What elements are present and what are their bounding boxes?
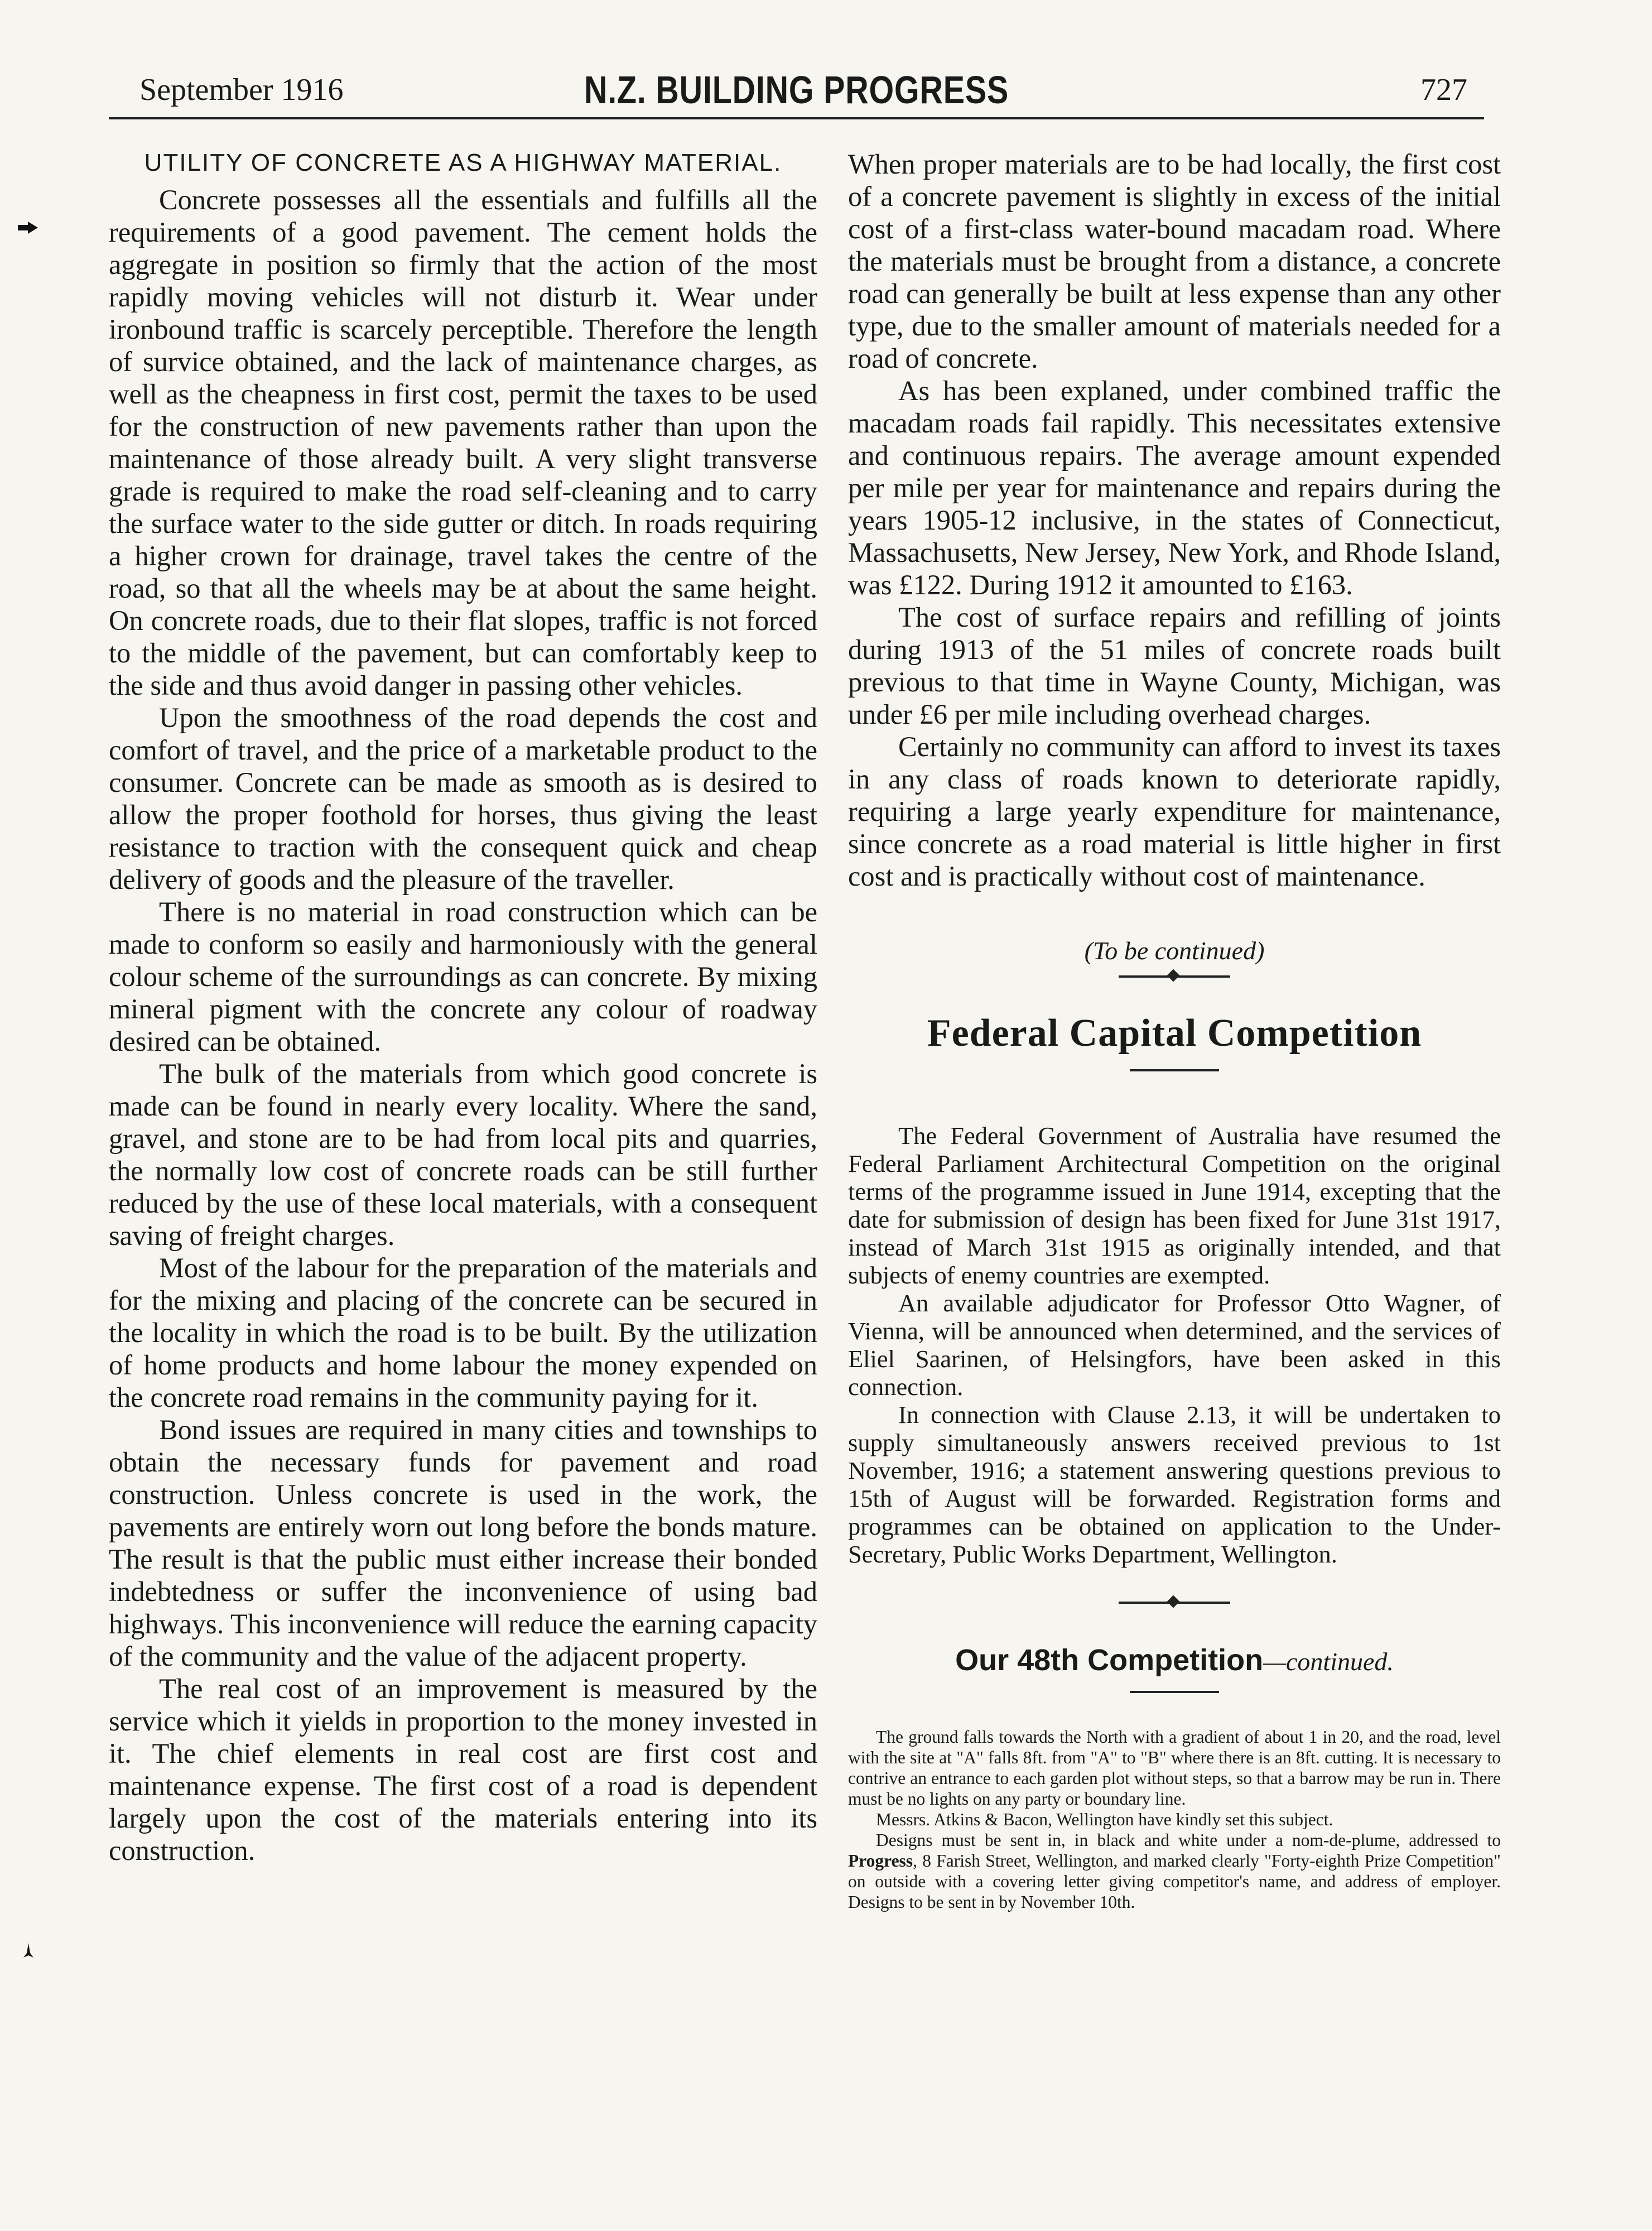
paragraph: Certainly no community can afford to invest its taxes in any class of roads known to deteriorate rapidly, requiring a large yearly expenditure for maintenance, since concrete as a road material is little higher in first cost and is practically without cost of maintenance. [848, 731, 1501, 892]
federal-heading: Federal Capital Competition [927, 1012, 1422, 1055]
paragraph: Upon the smoothness of the road depends the cost and comfort of travel, and the price of a marketable product to the consumer. Concrete can be made as smooth as is desired to allow the proper foothold for horses, thus giving the least resistance to traction with the consequent quick and cheap delivery of goods and the pleasure of the traveller. [109, 702, 817, 895]
competition-heading-suffix: —continued. [1263, 1647, 1394, 1676]
paragraph: An available adjudicator for Professor Otto Wagner, of Vienna, will be announced when determined, and the services of Eliel Saarinen, of Helsingfors, have been asked in this connection. [848, 1289, 1501, 1401]
pointing-hand-icon [17, 220, 39, 235]
to-be-continued: (To be continued) [1084, 936, 1265, 965]
progress-name: Progress [848, 1851, 913, 1871]
paragraph [848, 1830, 1501, 1912]
paragraph: When proper materials are to be had locally, the first cost of a concrete pavement is slightly in excess of the initial cost of a first-class water-bound macadam road. Where the materials must be brought from a distance, a concrete road can generally be built at less expense than any other type, due to the smaller amount of materials needed for a road of concrete. [848, 148, 1501, 374]
paragraph: Messrs. Atkins & Bacon, Wellington have kindly set this subject. [876, 1810, 1333, 1829]
competition-heading [848, 1643, 1501, 1677]
paragraph: As has been explaned, under combined traffic the macadam roads fail rapidly. This necessitates extensive and continuous repairs. The average amount expended per mile per year for maintenance and repairs during the years 1905-12 inclusive, in the states of Connecticut, Massachusetts, New Jersey, New York, and Rhode Island, was £122. During 1912 it amounted to £163. [848, 375, 1501, 600]
article-title: UTILITY OF CONCRETE AS A HIGHWAY MATERIAL. [144, 149, 782, 176]
paragraph: The Federal Government of Australia have resumed the Federal Parliament Architectural Competition on the original terms of the programme issued in June 1914, excepting that the date for submission of design has been fixed for June 31st 1917, instead of March 31st 1915 as originally intended, and that subjects of enemy countries are exempted. [848, 1122, 1501, 1289]
paragraph: There is no material in road construction which can be made to conform so easily and harmoniously with the general colour scheme of the surroundings as can concrete. By mixing mineral pigment with the concrete any colour of roadway desired can be obtained. [109, 896, 817, 1057]
page-number: 727 [1420, 73, 1467, 107]
ink-mark-icon [22, 1942, 35, 1964]
left-column [109, 148, 817, 1867]
paragraph: Bond issues are required in many cities and townships to obtain the necessary funds for pavement and road construction. Unless concrete is used in the work, the pavements are entirely worn out long before the bonds mature. The result is that the public must either increase their bonded indebtedness or suffer the inconvenience of using bad highways. This inconvenience will reduce the earning capacity of the community and the value of the adjacent property. [109, 1414, 817, 1672]
text-span: Designs must be sent in, in black and white under a nom-de-plume, addressed to [876, 1830, 1501, 1850]
diamond-icon [1167, 969, 1180, 982]
divider [1119, 975, 1230, 978]
paragraph: Concrete possesses all the essentials and fulfills all the requirements of a good pavement. The cement holds the aggregate in position so firmly that the action of the most rapidly moving vehicles will not disturb it. Wear under ironbound traffic is scarcely perceptible. Therefore the length of survice obtained, and the lack of maintenance charges, as well as the cheapness in first cost, permit the taxes to be used for the construction of new pavements rather than upon the maintenance of those already built. A very slight transverse grade is required to make the road self-cleaning and to carry the surface water to the side gutter or ditch. In roads requiring a higher crown for drainage, travel takes the centre of the road, so that all the wheels may be at about the same height. On concrete roads, due to their flat slopes, traffic is not forced to the middle of the pavement, but can comfortably keep to the side and thus avoid danger in passing other vehicles. [109, 184, 817, 701]
page-header [109, 64, 1484, 119]
paragraph: Most of the labour for the preparation of the materials and for the mixing and placing of the concrete can be secured in the locality in which the road is to be built. By the utilization of home products and home labour the money expended on the concrete road remains in the community paying for it. [109, 1252, 817, 1413]
paragraph: The cost of surface repairs and refilling of joints during 1913 of the 51 miles of concrete roads built previous to that time in Wayne County, Michigan, was under £6 per mile including overhead charges. [848, 602, 1501, 730]
competition-heading-text: Our 48th Competition [955, 1643, 1264, 1677]
paragraph: In connection with Clause 2.13, it will be undertaken to supply simultaneously answers received previous to 1st November, 1916; a statement answering questions previous to 15th of August will be forwarded. Registration forms and programmes can be obtained on application to the Under-Secretary, Public Works Department, Wellington. [848, 1401, 1501, 1568]
paragraph: The ground falls towards the North with a gradient of about 1 in 20, and the road, level with the site at "A" falls 8ft. from "A" to "B" where there is an 8ft. cutting. It is necessary to contrive an entrance to each garden plot without steps, so that a barrow may be run in. There must be no lights on any party or boundary line. [848, 1727, 1501, 1809]
text-span: , 8 Farish Street, Wellington, and marked clearly "Forty-eighth Prize Competition" on outside with a covering letter giving competitor's name, and address of employer. Designs to be sent in by November 10th. [848, 1851, 1501, 1912]
journal-title: N.Z. BUILDING PROGRESS [584, 68, 1009, 112]
paragraph: The bulk of the materials from which good concrete is made can be found in nearly every locality. Where the sand, gravel, and stone are to be had from local pits and quarries, the normally low cost of concrete roads can be still further reduced by the use of these local materials, with a consequent saving of freight charges. [109, 1058, 817, 1251]
divider [1119, 1602, 1230, 1604]
issue-date: September 1916 [139, 73, 344, 107]
right-column [848, 148, 1501, 1912]
paragraph: The real cost of an improvement is measured by the service which it yields in proportion to the money invested in it. The chief elements in real cost are first cost and maintenance expense. The first cost of a road is dependent largely upon the cost of the materials entering into its construction. [109, 1673, 817, 1866]
